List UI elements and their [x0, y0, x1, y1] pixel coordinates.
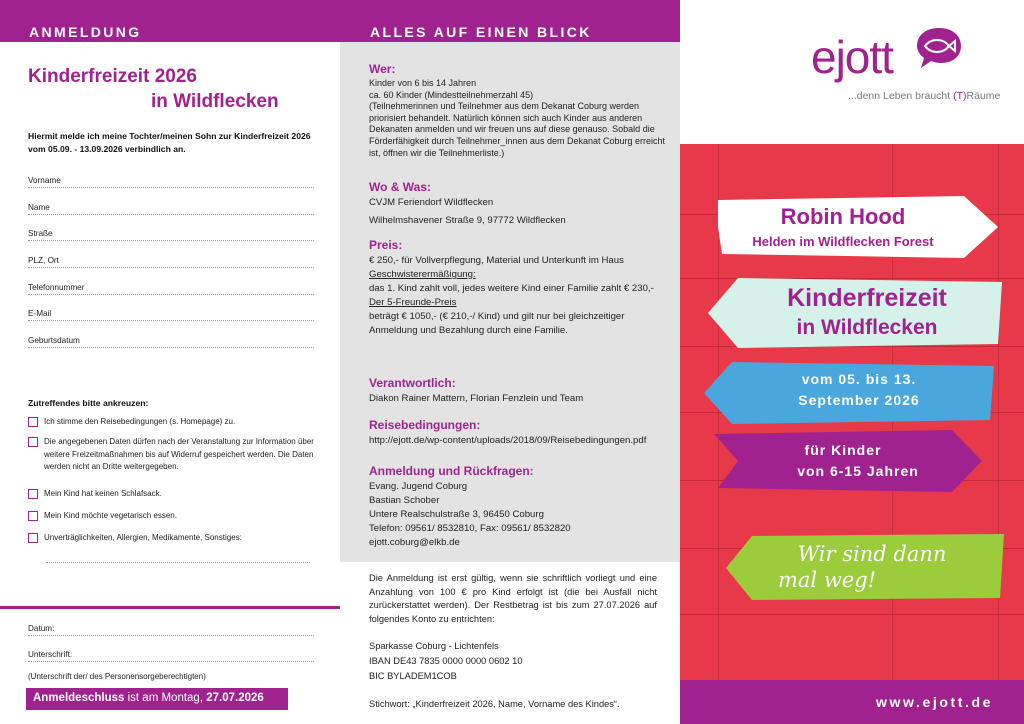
registration-intro: Hiermit melde ich meine Tochter/meinen Sohn zur Kinderfreizeit 2026 vom 05.09. - 13.09.2026 verbindlich an.: [28, 131, 311, 154]
sign-dates: vom 05. bis 13. September 2026: [704, 362, 994, 424]
divider: [0, 606, 340, 609]
overview-panel: [340, 0, 680, 724]
check-datenspeicherung[interactable]: Die angegebenen Daten dürfen nach der Veranstaltung zur Information über weitere Freizeitmaßnahmen bis auf Widerruf gespeichert werden. Die Daten werden nicht an Dritte weitergegeben.: [28, 436, 320, 474]
checkbox[interactable]: [28, 417, 38, 427]
sign-robin-hood: Robin Hood Helden im Wildflecken Forest: [718, 196, 998, 258]
section-preis: Preis: € 250,- für Vollverpflegung, Material und Unterkunft im Haus Geschwisterermäßigung: das 1. Kind zahlt voll, jedes weitere Kind einer Familie zahlt € 230,- Der 5-Freunde-Preis beträgt € 1050,- (€ 210,-/ Kind) und gilt nur bei gleichzeitiger Anmeldung und Bezahlung durch eine Familie.: [369, 238, 654, 336]
check-vegetarisch[interactable]: Mein Kind möchte vegetarisch essen.: [28, 510, 328, 523]
deadline-banner: Anmeldeschluss ist am Montag, 27.07.2026: [26, 688, 288, 710]
field-vorname[interactable]: Vorname: [28, 176, 314, 188]
section-reisebedingungen: Reisebedingungen: http://ejott.de/wp-content/uploads/2018/09/Reisebedingungen.pdf: [369, 418, 669, 448]
field-datum[interactable]: Datum:: [28, 624, 314, 636]
checkbox[interactable]: [28, 489, 38, 499]
checkbox[interactable]: [28, 533, 38, 543]
signature-note: (Unterschrift der/ des Personensorgeberechtigten): [28, 672, 206, 681]
section-anmeldung: Anmeldung und Rückfragen: Evang. Jugend Coburg Bastian Schober Untere Realschulstraße 3, 96450 Coburg Telefon: 09561/ 8532810, Fax: 09561/ 8532820 ejott.coburg@elkb.de: [369, 464, 669, 550]
field-unterschrift[interactable]: Unterschrift:: [28, 650, 314, 662]
field-name[interactable]: Name: [28, 203, 314, 215]
check-sonstiges[interactable]: Unverträglichkeiten, Allergien, Medikamente, Sonstiges:: [28, 532, 328, 545]
contact-email[interactable]: ejott.coburg@elkb.de: [369, 537, 460, 548]
field-email[interactable]: E-Mail: [28, 309, 314, 321]
registration-panel: [0, 0, 340, 724]
website-footer[interactable]: www.ejott.de: [680, 680, 1024, 724]
sign-age: für Kinder von 6-15 Jahren: [714, 430, 982, 492]
field-strasse[interactable]: Straße: [28, 229, 314, 241]
ejott-logo: ejott: [811, 30, 893, 84]
payment-box: Die Anmeldung ist erst gültig, wenn sie schriftlich vorliegt und eine Anzahlung von 100 € pro Kind erfolgt ist (die bei Ausfall nicht zurückerstattet werden). Der Restbetrag ist bis zum 27.07.2026 auf folgendes Konto zu entrichten: Sparkasse Coburg - Lichtenfels IBAN DE43 7835 0000 0000 0602 10 BIC BYLADEM1COB Stichwort: „Kinderfreizeit 2026, Name, Vorname des Kindes“.: [340, 562, 680, 724]
tagline: ...denn Leben braucht (T)Räume: [848, 90, 1001, 102]
cover-panel: [680, 0, 1024, 724]
wood-background: [680, 144, 1024, 680]
sign-kinderfreizeit: Kinderfreizeit in Wildflecken: [708, 278, 1002, 348]
checks-title: Zutreffendes bitte ankreuzen:: [28, 398, 149, 408]
registration-header: ANMELDUNG: [0, 0, 340, 42]
section-wer: Wer: Kinder von 6 bis 14 Jahren ca. 60 Kinder (Mindestteilnehmerzahl 45) (Teilnehmerinnen und Teilnehmer aus dem Dekanat Coburg werden priorisiert behandelt. Natürlich können sich auch Kinder aus anderen Dekanaten anmelden und wir freuen uns auf diese genauso. Sobald die Förderfähigkeit durch Teilnehmer_innen aus dem Dekanat Coburg erreicht ist, öffnen wir die Teilnehmerliste.): [369, 62, 665, 158]
overview-header: ALLES AUF EINEN BLICK: [340, 0, 680, 42]
checkbox[interactable]: [28, 511, 38, 521]
check-reisebedingungen[interactable]: Ich stimme den Reisebedingungen (s. Homepage) zu.: [28, 416, 328, 429]
sign-wir-sind-weg: Wir sind dann mal weg!: [726, 534, 1004, 600]
reisebedingungen-link[interactable]: http://ejott.de/wp-content/uploads/2018/09/Reisebedingungen.pdf: [369, 435, 647, 446]
section-wo: Wo & Was: CVJM Feriendorf Wildflecken Wilhelmshavener Straße 9, 97772 Wildflecken: [369, 180, 566, 226]
registration-title: Kinderfreizeit 2026 in Wildflecken: [28, 66, 279, 112]
section-verantwortlich: Verantwortlich: Diakon Rainer Mattern, Florian Fenzlein und Team: [369, 376, 584, 404]
field-geburtsdatum[interactable]: Geburtsdatum: [28, 336, 314, 348]
sonstiges-line[interactable]: [46, 562, 310, 563]
field-telefon[interactable]: Telefonnummer: [28, 283, 314, 295]
speech-bubble-fish-icon: [915, 26, 963, 70]
checkbox[interactable]: [28, 437, 38, 447]
field-plz-ort[interactable]: PLZ, Ort: [28, 256, 314, 268]
check-schlafsack[interactable]: Mein Kind hat keinen Schlafsack.: [28, 488, 328, 501]
